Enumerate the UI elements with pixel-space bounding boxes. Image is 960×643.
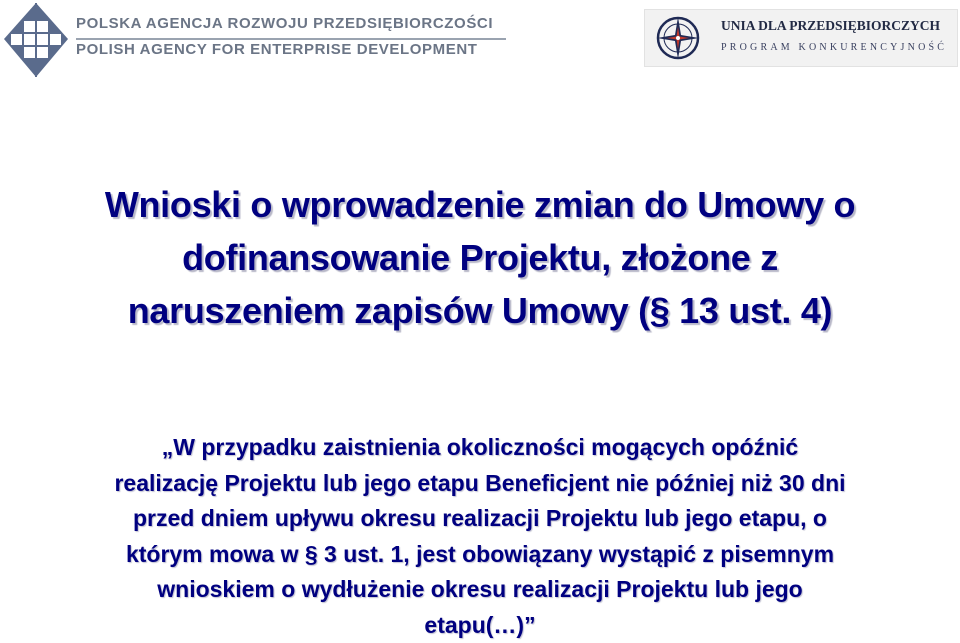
title-line-3: naruszeniem zapisów Umowy (§ 13 ust. 4) — [127, 290, 833, 331]
parp-name-polish: POLSKA AGENCJA ROZWOJU PRZEDSIĘBIORCZOŚCI — [76, 15, 494, 32]
parp-logo-icon — [2, 1, 70, 79]
body-line-6: etapu(…)” — [424, 611, 536, 638]
header-divider — [76, 38, 506, 40]
body-line-5: wnioskiem o wydłużenie okresu realizacji Projektu lub jego — [157, 576, 803, 602]
parp-name-english: POLISH AGENCY FOR ENTERPRISE DEVELOPMENT — [76, 41, 478, 58]
body-line-1: „W przypadku zaistnienia okoliczności mogących opóźnić — [161, 434, 799, 460]
title-line-1: Wnioski o wprowadzenie zmian do Umowy o — [104, 184, 856, 225]
slide-header — [0, 0, 960, 82]
compass-star-icon — [653, 13, 703, 63]
unia-logo — [644, 9, 958, 67]
quoted-paragraph — [20, 430, 940, 643]
parp-wordmark — [76, 14, 493, 59]
body-line-4: którym mowa w § 3 ust. 1, jest obowiązany wystąpić z pisemnym — [125, 540, 835, 567]
body-line-2: realizację Projektu lub jego etapu Beneficjent nie później niż 30 dni — [114, 469, 846, 496]
unia-title: UNIA DLA PRZEDSIĘBIORCZYCH — [721, 18, 941, 33]
slide-title — [30, 178, 930, 337]
body-line-3: przed dniem upływu okresu realizacji Projektu lub jego etapu, o — [133, 505, 827, 531]
unia-subtitle: PROGRAM KONKURENCYJNOŚĆ — [721, 42, 948, 53]
title-line-2: dofinansowanie Projektu, złożone z — [182, 237, 778, 278]
